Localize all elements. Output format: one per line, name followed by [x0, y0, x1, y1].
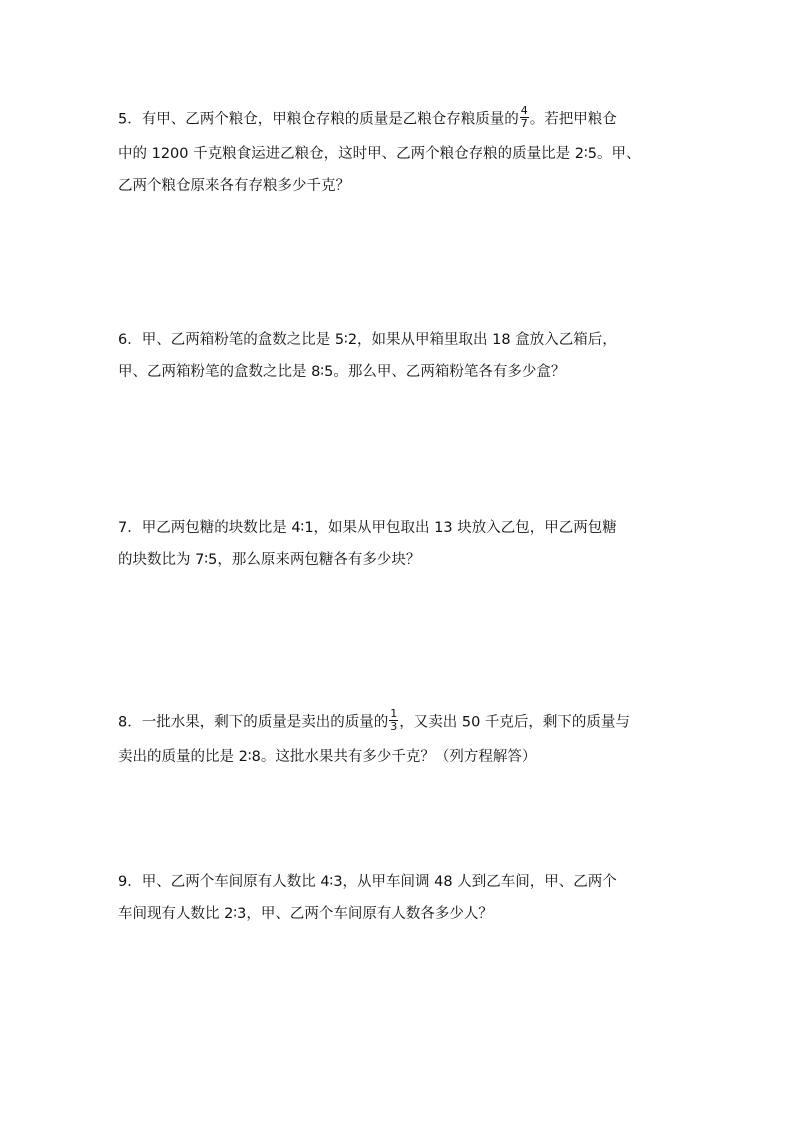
- fraction-four-sevenths: [520, 105, 529, 130]
- problem-7-line-2: 的块数比为 7∶5，那么原来两包糖各有多少块？: [118, 552, 421, 568]
- problem-5-text-b: 。若把甲粮仓: [529, 111, 617, 128]
- problem-5-line-3: 乙两个粮仓原来各有存粮多少千克？: [118, 178, 350, 194]
- problem-8-line-1: [118, 707, 630, 735]
- fraction-numerator: 4: [520, 104, 528, 117]
- problem-8-line-2: 卖出的质量的比是 2∶8。这批水果共有多少千克？（列方程解答）: [118, 749, 537, 765]
- problem-9-line-1: 9．甲、乙两个车间原有人数比 4∶3，从甲车间调 48 人到乙车间，甲、乙两个: [118, 874, 617, 890]
- problem-6-line-2: 甲、乙两箱粉笔的盒数之比是 8∶5。那么甲、乙两箱粉笔各有多少盒？: [118, 364, 566, 380]
- fraction-denominator: 7: [520, 117, 528, 130]
- problem-9-line-2: 车间现有人数比 2∶3，甲、乙两个车间原有人数各多少人？: [118, 906, 493, 922]
- fraction-denominator: 3: [390, 720, 398, 733]
- problem-5-line-2: 中的 1200 千克粮食运进乙粮仓，这时甲、乙两个粮仓存粮的质量比是 2∶5。甲、: [118, 146, 641, 162]
- problem-6-line-1: 6．甲、乙两箱粉笔的盒数之比是 5∶2，如果从甲箱里取出 18 盒放入乙箱后，: [118, 332, 617, 348]
- problem-5-text-a: 5．有甲、乙两个粮仓，甲粮仓存粮的质量是乙粮仓存粮质量的: [118, 111, 519, 128]
- problem-7-line-1: 7．甲乙两包糖的块数比是 4∶1，如果从甲包取出 13 块放入乙包，甲乙两包糖: [118, 520, 617, 536]
- problem-8-text-b: ，又卖出 50 千克后，剩下的质量与: [399, 714, 630, 731]
- problem-8-text-a: 8．一批水果，剩下的质量是卖出的质量的: [118, 714, 389, 731]
- problem-5-line-1: [118, 104, 617, 132]
- fraction-one-third: [389, 708, 398, 733]
- fraction-numerator: 1: [390, 707, 398, 720]
